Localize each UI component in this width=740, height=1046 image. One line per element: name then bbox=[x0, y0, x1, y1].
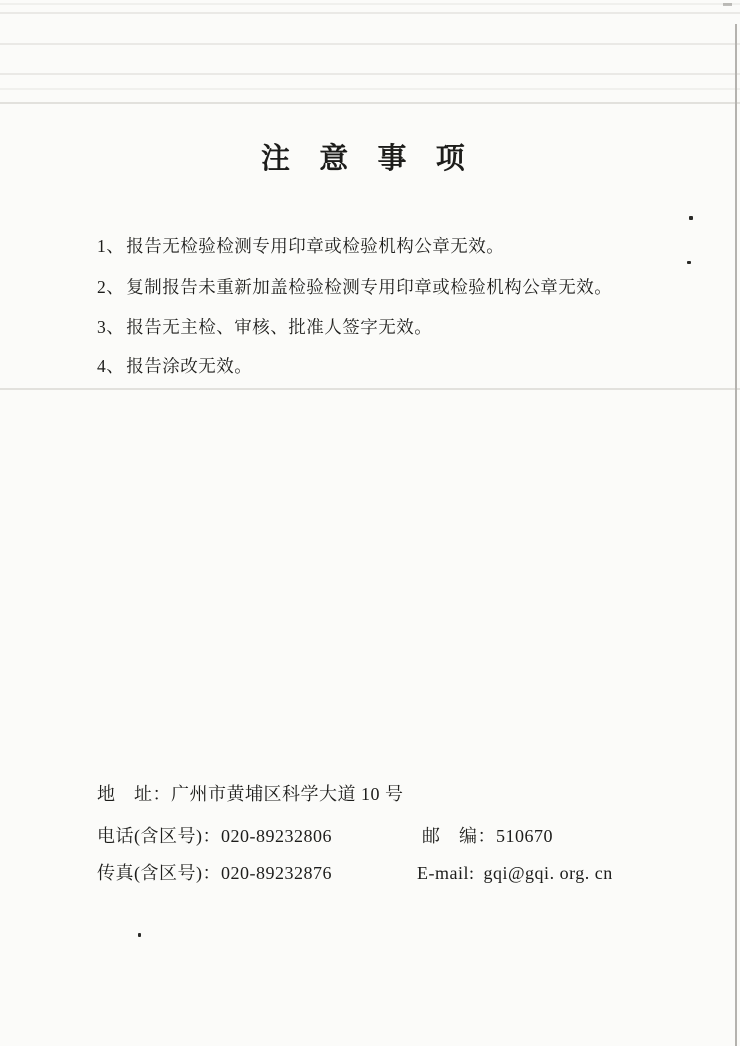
fax-label: 传真(含区号)： bbox=[97, 863, 221, 883]
notice-item-4-text: 报告涂改无效。 bbox=[126, 356, 253, 376]
notice-item-2 bbox=[97, 276, 612, 298]
scan-artifact-line bbox=[0, 12, 740, 14]
notice-item-1-number: 1、 bbox=[97, 236, 125, 256]
notice-item-3 bbox=[97, 316, 432, 338]
contact-row-address bbox=[97, 783, 404, 806]
scan-artifact-line bbox=[0, 43, 740, 45]
scan-artifact-line bbox=[0, 88, 740, 90]
contact-row-fax-email bbox=[97, 862, 613, 885]
notice-item-1-text: 报告无检验检测专用印章或检验机构公章无效。 bbox=[126, 236, 505, 256]
address-value: 广州市黄埔区科学大道 10 号 bbox=[171, 784, 404, 804]
scan-artifact-line bbox=[0, 388, 740, 390]
scan-artifact-line bbox=[0, 3, 740, 5]
notice-item-3-number: 3、 bbox=[97, 317, 125, 337]
notice-item-2-number: 2、 bbox=[97, 277, 125, 297]
email-group bbox=[417, 862, 613, 885]
email-label: E-mail: bbox=[417, 863, 475, 883]
page-title: 注 意 事 项 bbox=[261, 143, 471, 175]
postal-value: 510670 bbox=[496, 826, 553, 846]
dust-speck bbox=[687, 261, 691, 264]
dust-speck bbox=[138, 933, 141, 937]
address-label: 地 址： bbox=[97, 784, 171, 804]
scan-corner-mark bbox=[723, 3, 732, 6]
scan-artifact-line bbox=[0, 102, 740, 104]
phone-label: 电话(含区号)： bbox=[97, 826, 221, 846]
notice-item-1 bbox=[97, 235, 504, 257]
phone-value: 020-89232806 bbox=[221, 826, 332, 846]
notice-item-4 bbox=[97, 355, 252, 377]
notice-item-3-text: 报告无主检、审核、批准人签字无效。 bbox=[126, 317, 433, 337]
contact-row-phone-postal bbox=[97, 825, 553, 848]
scanner-edge-line bbox=[735, 24, 737, 1046]
dust-speck bbox=[689, 216, 693, 220]
email-value: gqi@gqi. org. cn bbox=[483, 863, 613, 883]
postal-group bbox=[422, 825, 553, 848]
notice-item-2-text: 复制报告未重新加盖检验检测专用印章或检验机构公章无效。 bbox=[126, 277, 613, 297]
postal-label: 邮 编： bbox=[422, 826, 496, 846]
scan-artifact-line bbox=[0, 73, 740, 75]
notice-item-4-number: 4、 bbox=[97, 356, 125, 376]
fax-value: 020-89232876 bbox=[221, 863, 332, 883]
